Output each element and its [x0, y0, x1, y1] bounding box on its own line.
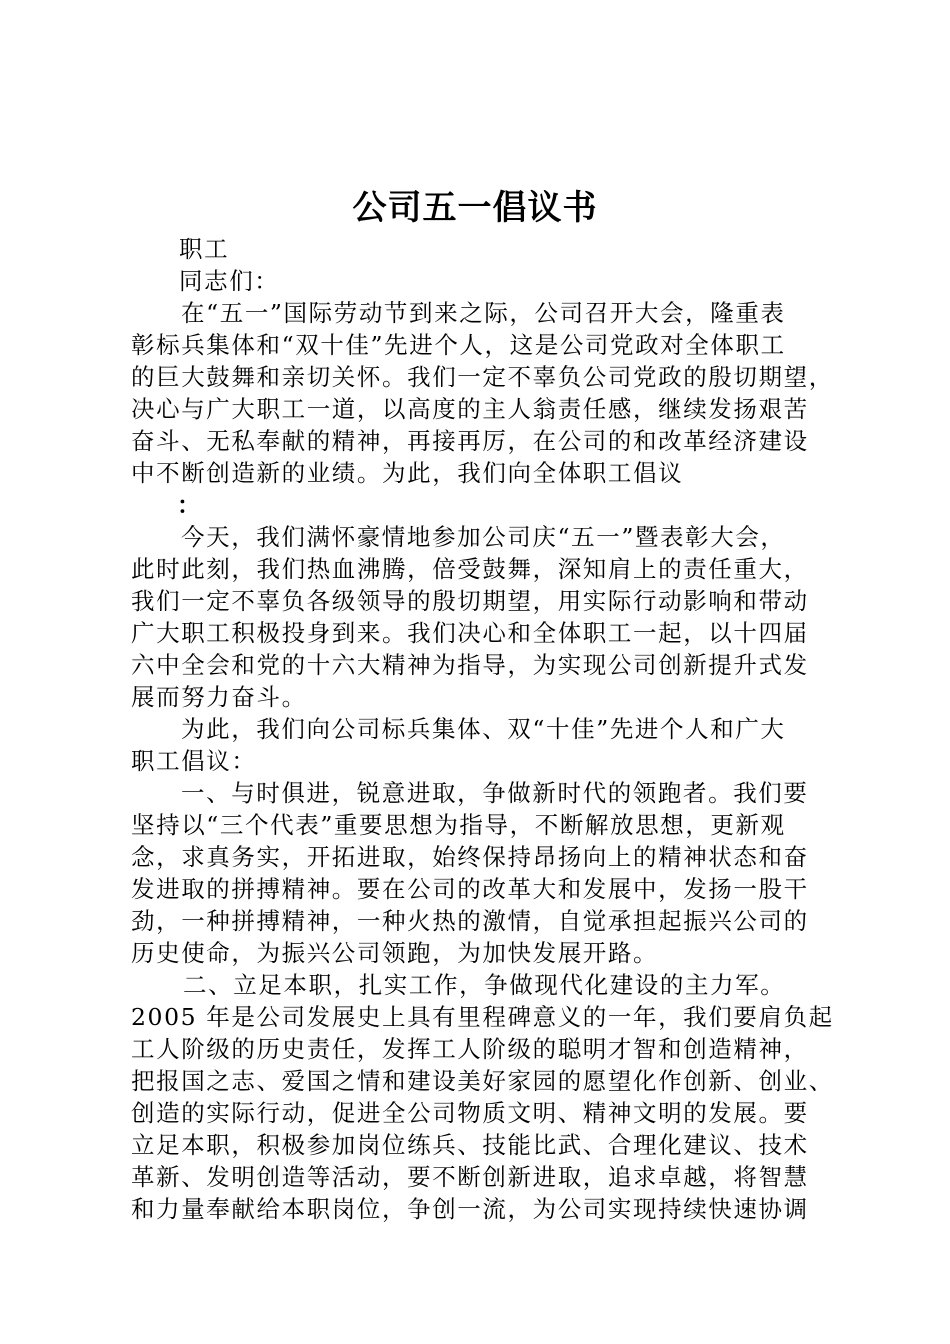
- paragraph-line: 中不断创造新的业绩。为此，我们向全体职工倡议: [131, 459, 684, 487]
- paragraph-line: 劲，一种拼搏精神，一种火热的激情，自觉承担起振兴公司的: [131, 907, 809, 935]
- paragraph-line: 在“五一”国际劳动节到来之际，公司召开大会，隆重表: [181, 299, 786, 327]
- paragraph-line: 立足本职，积极参加岗位练兵、技能比武、合理化建议、技术: [131, 1131, 809, 1159]
- document-title: 公司五一倡议书: [352, 188, 598, 228]
- paragraph-line: 和力量奉献给本职岗位，争创一流，为公司实现持续快速协调: [131, 1195, 809, 1223]
- paragraph-line: 把报国之志、爱国之情和建设美好家园的愿望化作创新、创业、: [131, 1067, 834, 1095]
- paragraph-line: 发进取的拼搏精神。要在公司的改革大和发展中，发扬一股干: [131, 875, 809, 903]
- paragraph-line: 历史使命，为振兴公司领跑，为加快发展开路。: [131, 939, 659, 967]
- document-body: [131, 233, 851, 1225]
- salutation-line: 同志们：: [179, 267, 280, 295]
- paragraph-line: 一、与时俱进，锐意进取，争做新时代的领跑者。我们要: [181, 779, 809, 807]
- paragraph-line: 2005 年是公司发展史上具有里程碑意义的一年，我们要肩负起: [131, 1003, 834, 1031]
- paragraph-line: 为此，我们向公司标兵集体、双“十佳”先进个人和广大: [181, 715, 786, 743]
- paragraph-line: 奋斗、无私奉献的精神，再接再厉，在公司的和改革经济建设: [131, 427, 809, 455]
- paragraph-line: 坚持以“三个代表”重要思想为指导，不断解放思想，更新观: [131, 811, 786, 839]
- paragraph-line: 决心与广大职工一道，以高度的主人翁责任感，继续发扬艰苦: [131, 395, 809, 423]
- paragraph-line: 念，求真务实，开拓进取，始终保持昂扬向上的精神状态和奋: [131, 843, 809, 871]
- paragraph-line: 创造的实际行动，促进全公司物质文明、精神文明的发展。要: [131, 1099, 809, 1127]
- paragraph-line: 二、立足本职，扎实工作，争做现代化建设的主力军。: [183, 971, 786, 999]
- paragraph-line: 我们一定不辜负各级领导的殷切期望，用实际行动影响和带动: [131, 587, 809, 615]
- paragraph-line: 广大职工积极投身到来。我们决心和全体职工一起，以十四届: [131, 619, 809, 647]
- paragraph-line: 此时此刻，我们热血沸腾，倍受鼓舞，深知肩上的责任重大，: [131, 555, 809, 583]
- paragraph-line: 展而努力奋斗。: [131, 683, 307, 711]
- paragraph-line: ：: [177, 491, 203, 519]
- paragraph-line: 职工倡议：: [131, 747, 257, 775]
- paragraph-line: 的巨大鼓舞和亲切关怀。我们一定不辜负公司党政的殷切期望，: [131, 363, 834, 391]
- paragraph-line: 彰标兵集体和“双十佳”先进个人，这是公司党政对全体职工: [131, 331, 786, 359]
- paragraph-line: 工人阶级的历史责任，发挥工人阶级的聪明才智和创造精神，: [131, 1035, 809, 1063]
- salutation-line: 职工: [179, 235, 230, 263]
- paragraph-line: 革新、发明创造等活动，要不断创新进取，追求卓越，将智慧: [131, 1163, 809, 1191]
- paragraph-line: 今天，我们满怀豪情地参加公司庆“五一”暨表彰大会，: [181, 523, 786, 551]
- paragraph-line: 六中全会和党的十六大精神为指导，为实现公司创新提升式发: [131, 651, 809, 679]
